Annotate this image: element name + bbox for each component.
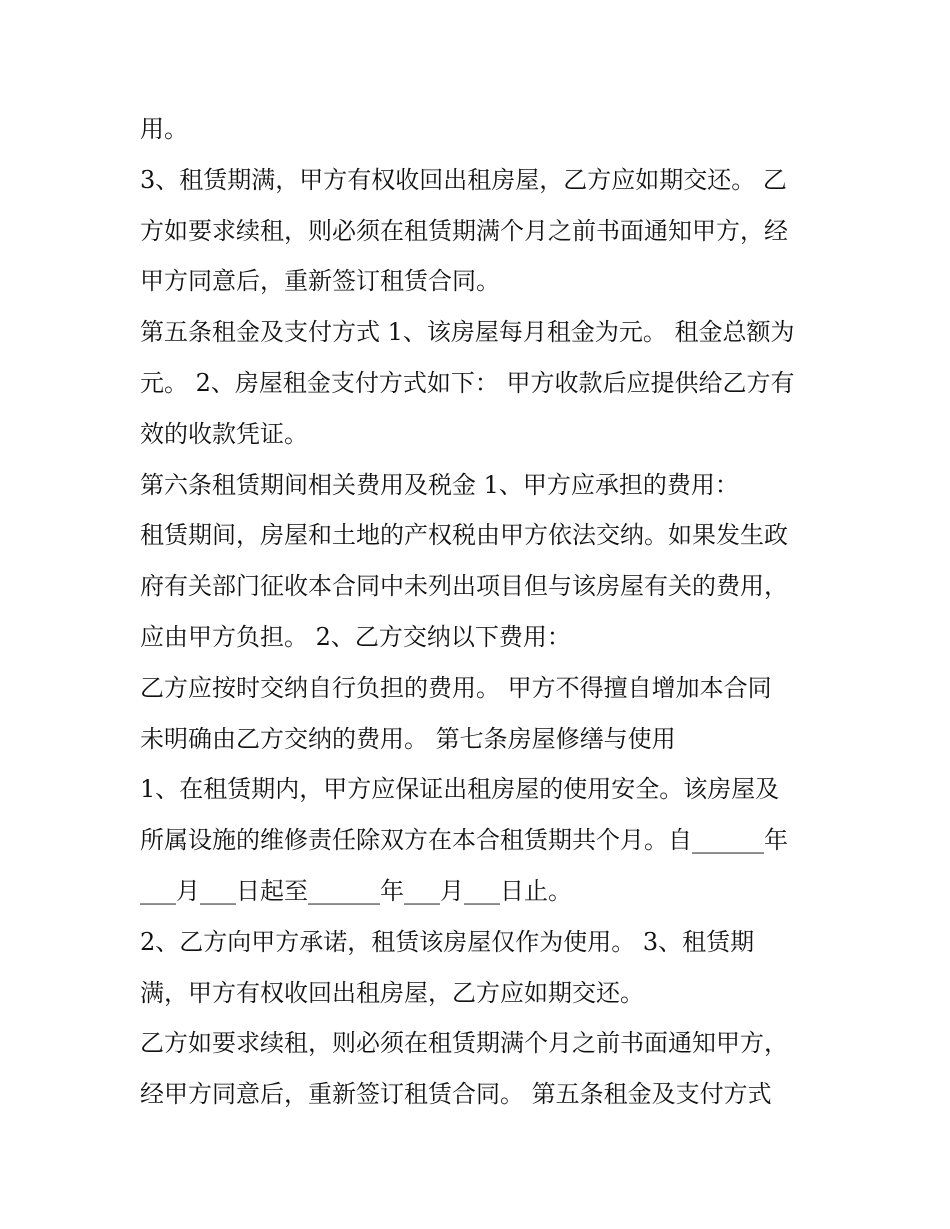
text-line: ___月___日起至______年___月___日止。 xyxy=(140,876,572,905)
text-line: 乙方如要求续租，则必须在租赁期满个月之前书面通知甲方， xyxy=(140,1029,788,1058)
text-line: 方如要求续租，则必须在租赁期满个月之前书面通知甲方，经 xyxy=(140,216,788,245)
text-line: 府有关部门征收本合同中未列出项目但与该房屋有关的费用， xyxy=(140,572,788,601)
text-line: 用。 xyxy=(140,115,188,143)
text-line: 甲方同意后，重新签订租赁合同。 xyxy=(140,267,500,296)
text-line: 3、租赁期满，甲方有权收回出租房屋，乙方应如期交还。 乙 xyxy=(140,165,787,194)
text-line: 经甲方同意后，重新签订租赁合同。 第五条租金及支付方式 xyxy=(140,1080,772,1109)
contract-text xyxy=(140,104,820,1120)
text-line: 第五条租金及支付方式 1、该房屋每月租金为元。 租金总额为 xyxy=(140,318,795,347)
text-line: 2、乙方向甲方承诺，租赁该房屋仅作为使用。 3、租赁期 xyxy=(140,927,755,956)
text-line: 租赁期间，房屋和土地的产权税由甲方依法交纳。如果发生政 xyxy=(140,521,788,550)
text-line: 未明确由乙方交纳的费用。 第七条房屋修缮与使用 xyxy=(140,724,676,753)
text-line: 乙方应按时交纳自行负担的费用。 甲方不得擅自增加本合同 xyxy=(140,673,772,702)
text-line: 第六条租赁期间相关费用及税金 1、甲方应承担的费用： xyxy=(140,470,739,499)
text-line: 1、在租赁期内，甲方应保证出租房屋的使用安全。该房屋及 xyxy=(140,775,780,804)
text-line: 满，甲方有权收回出租房屋，乙方应如期交还。 xyxy=(140,978,644,1007)
text-line: 效的收款凭证。 xyxy=(140,419,308,448)
text-line: 应由甲方负担。 2、乙方交纳以下费用： xyxy=(140,622,571,651)
text-line: 所属设施的维修责任除双方在本合租赁期共个月。自______年 xyxy=(140,826,788,855)
text-line: 元。 2、房屋租金支付方式如下： 甲方收款后应提供给乙方有 xyxy=(140,368,795,397)
